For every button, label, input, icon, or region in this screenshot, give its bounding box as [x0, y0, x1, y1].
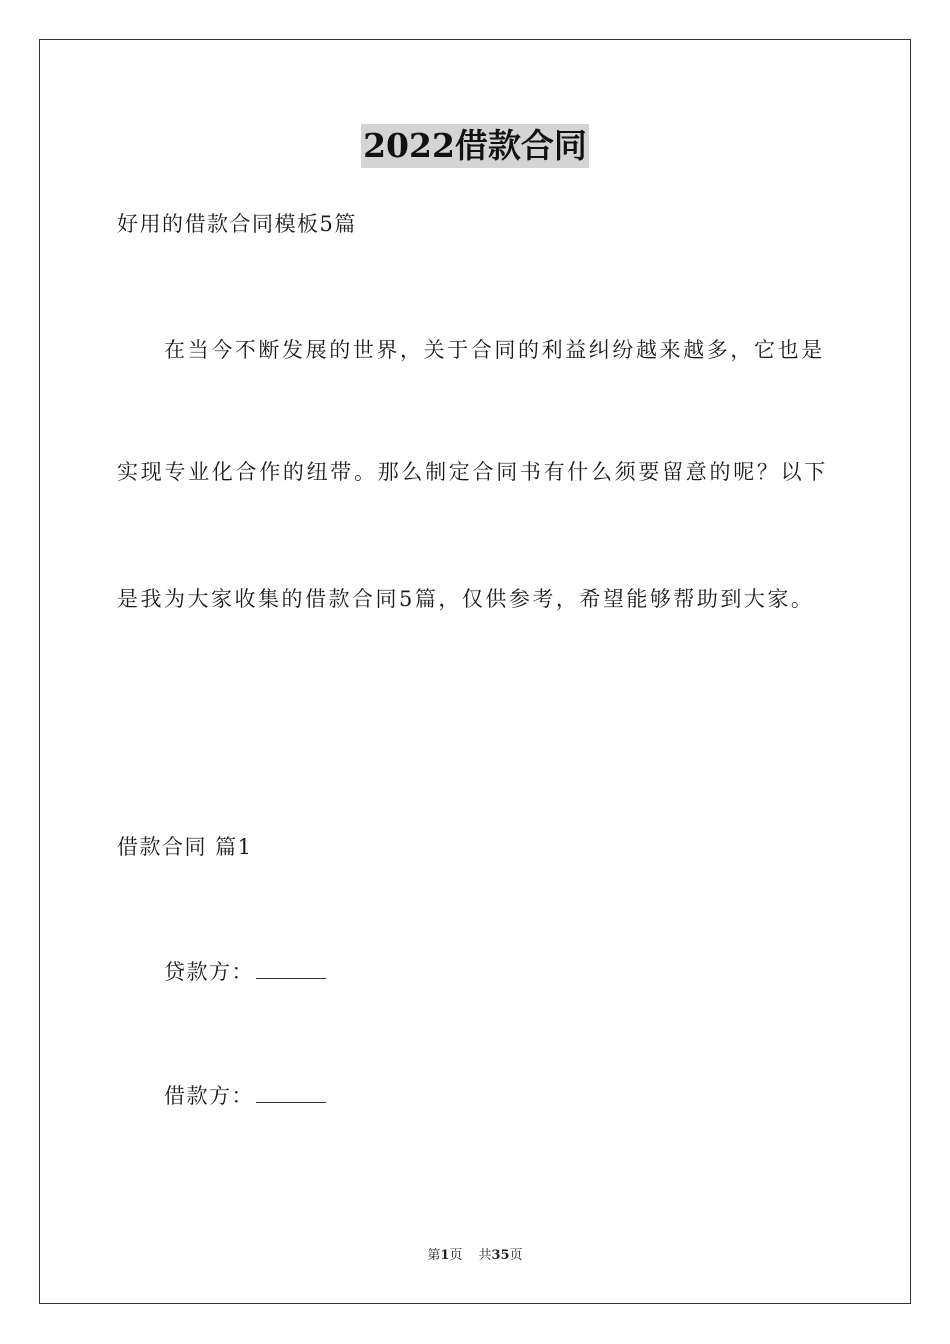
lender-field	[164, 958, 326, 986]
intro-paragraph-line-3: 是我为大家收集的借款合同5篇，仅供参考，希望能够帮助到大家。	[117, 587, 815, 611]
total-suffix: 页	[509, 1248, 523, 1263]
borrower-label: 借款方：	[164, 1084, 254, 1108]
page-suffix: 页	[449, 1248, 463, 1263]
intro-paragraph-line-1: 在当今不断发展的世界，关于合同的利益纠纷越来越多，它也是	[164, 338, 825, 362]
lender-blank-line	[256, 958, 326, 979]
intro-paragraph-line-2: 实现专业化合作的纽带。那么制定合同书有什么须要留意的呢？以下	[117, 460, 828, 484]
page-prefix: 第	[427, 1248, 441, 1263]
section-heading: 借款合同 篇1	[117, 835, 253, 859]
document-title: 2022借款合同	[361, 124, 589, 168]
page-total-number: 35	[491, 1248, 510, 1263]
title-container	[0, 124, 950, 168]
total-prefix: 共	[478, 1248, 492, 1263]
document-subtitle: 好用的借款合同模板5篇	[117, 212, 357, 236]
borrower-blank-line	[256, 1082, 326, 1103]
borrower-field	[164, 1082, 326, 1110]
page-current-number: 1	[440, 1248, 450, 1263]
page-footer	[0, 1247, 950, 1265]
lender-label: 贷款方：	[164, 960, 254, 984]
